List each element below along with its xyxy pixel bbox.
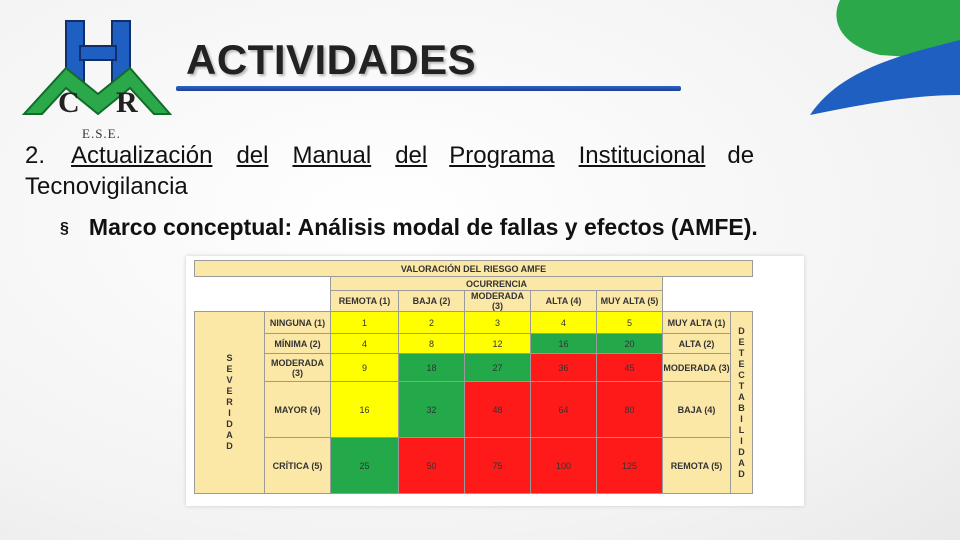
risk-cell: 1	[331, 312, 399, 334]
bullet-item	[60, 214, 758, 241]
risk-cell: 25	[331, 438, 399, 494]
page-title: ACTIVIDADES	[186, 36, 477, 83]
risk-cell: 48	[465, 382, 531, 438]
occurrence-label: REMOTA (1)	[331, 291, 399, 312]
table-title: VALORACIÓN DEL RIESGO AMFE	[195, 261, 753, 277]
risk-cell: 2	[399, 312, 465, 334]
logo-subtitle: E.S.E.	[82, 126, 121, 141]
detectability-label: ALTA (2)	[663, 334, 731, 354]
risk-cell: 4	[331, 334, 399, 354]
severity-axis-label: S E V E R I D A D	[195, 312, 265, 494]
title-underline	[176, 86, 681, 91]
table-row	[195, 334, 753, 354]
ocurrencia-header: OCURRENCIA	[331, 277, 663, 291]
risk-matrix	[194, 260, 753, 494]
detectability-label: REMOTA (5)	[663, 438, 731, 494]
risk-cell: 32	[399, 382, 465, 438]
table-row	[195, 312, 753, 334]
occurrence-label: MODERADA (3)	[465, 291, 531, 312]
word: Programa	[449, 142, 555, 169]
risk-cell: 64	[531, 382, 597, 438]
risk-cell: 20	[597, 334, 663, 354]
severity-label: MAYOR (4)	[265, 382, 331, 438]
bullet-mark: §	[60, 220, 69, 237]
occurrence-label: BAJA (2)	[399, 291, 465, 312]
risk-cell: 36	[531, 354, 597, 382]
occurrence-label: ALTA (4)	[531, 291, 597, 312]
risk-cell: 18	[399, 354, 465, 382]
severity-label: MODERADA (3)	[265, 354, 331, 382]
detectability-axis-label: D E T E C T A B I L I D A D	[731, 312, 753, 494]
amfe-risk-table	[186, 256, 804, 506]
word: Manual	[292, 142, 372, 169]
word: Institucional	[578, 142, 706, 169]
severity-label: CRÍTICA (5)	[265, 438, 331, 494]
risk-cell: 80	[597, 382, 663, 438]
svg-text:C: C	[58, 86, 80, 119]
bullet-text: Marco conceptual: Análisis modal de fallas y efectos (AMFE).	[88, 214, 758, 240]
occurrence-row	[195, 291, 753, 312]
table-row	[195, 354, 753, 382]
word: Actualización	[71, 142, 213, 169]
word: de	[727, 142, 755, 169]
paragraph-line2: Tecnovigilancia	[25, 173, 188, 200]
risk-cell: 45	[597, 354, 663, 382]
table-row	[195, 382, 753, 438]
word: del	[395, 142, 428, 169]
company-logo	[20, 16, 180, 141]
detectability-label: MODERADA (3)	[663, 354, 731, 382]
risk-cell: 100	[531, 438, 597, 494]
risk-cell: 27	[465, 354, 531, 382]
word: del	[236, 142, 269, 169]
risk-cell: 9	[331, 354, 399, 382]
risk-cell: 5	[597, 312, 663, 334]
logo-graphic	[20, 16, 180, 126]
detectability-label: MUY ALTA (1)	[663, 312, 731, 334]
risk-cell: 16	[531, 334, 597, 354]
severity-label: MÍNIMA (2)	[265, 334, 331, 354]
severity-label: NINGUNA (1)	[265, 312, 331, 334]
detectability-label: BAJA (4)	[663, 382, 731, 438]
risk-cell: 3	[465, 312, 531, 334]
risk-cell: 4	[531, 312, 597, 334]
occurrence-label: MUY ALTA (5)	[597, 291, 663, 312]
risk-cell: 12	[465, 334, 531, 354]
risk-cell: 16	[331, 382, 399, 438]
risk-cell: 75	[465, 438, 531, 494]
risk-cell: 50	[399, 438, 465, 494]
activity-paragraph	[25, 140, 885, 202]
risk-cell: 125	[597, 438, 663, 494]
risk-cell: 8	[399, 334, 465, 354]
item-number: 2.	[25, 142, 46, 169]
svg-text:R: R	[116, 86, 138, 119]
decorative-swoosh	[780, 0, 960, 140]
table-row	[195, 438, 753, 494]
